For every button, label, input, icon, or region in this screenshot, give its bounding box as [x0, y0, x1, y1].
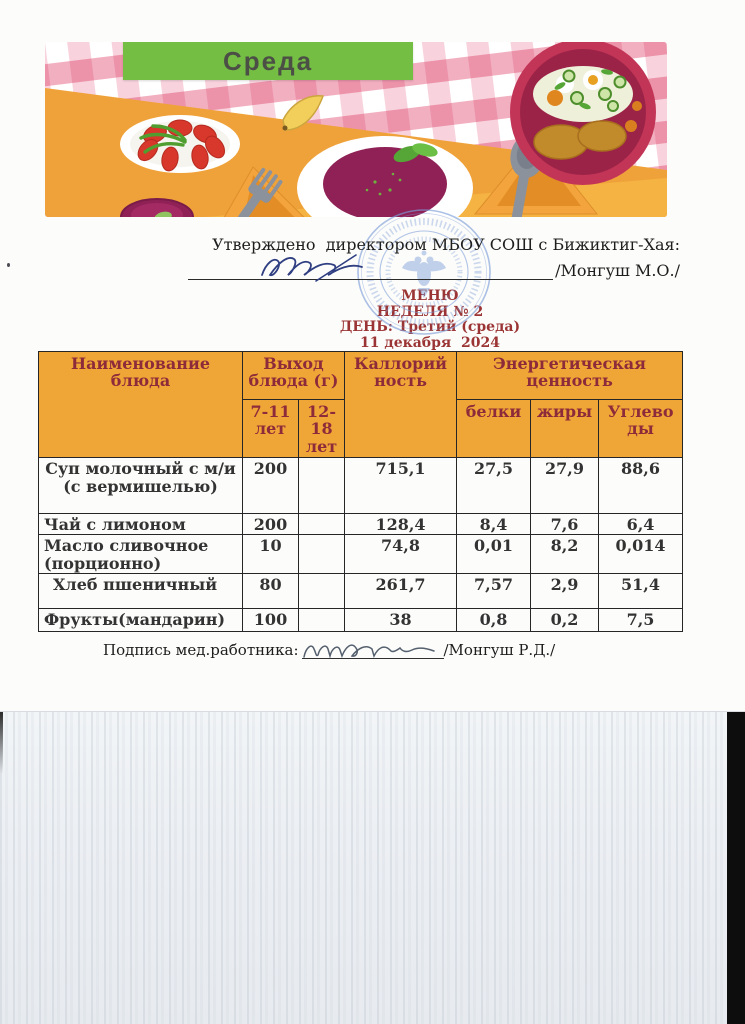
- med-worker-signature: [302, 633, 442, 663]
- salad-plate: [510, 42, 656, 185]
- table-row: [39, 573, 683, 608]
- calories-value: 261,7: [345, 573, 457, 608]
- protein-value: 7,57: [457, 573, 531, 608]
- dish-name: Чай с лимоном: [39, 514, 243, 535]
- col-header-fat: жиры: [531, 400, 599, 458]
- fat-value: 27,9: [531, 458, 599, 514]
- col-header-energy: Энергетическая ценность: [457, 352, 683, 400]
- scan-dot-artifact: [7, 263, 10, 267]
- food-illustration: [45, 42, 667, 217]
- col-header-calories: Каллорий ность: [345, 352, 457, 458]
- output-7-11: 80: [243, 573, 299, 608]
- col-header-dish: Наименование блюда: [39, 352, 243, 458]
- output-7-11: 200: [243, 458, 299, 514]
- med-worker-label: Подпись мед.работника:: [103, 641, 299, 659]
- dish-name: Масло сливочное (порционно): [39, 535, 243, 574]
- calories-value: 74,8: [345, 535, 457, 574]
- table-row: [39, 458, 683, 514]
- menu-table: [38, 351, 683, 632]
- output-12-18: [299, 573, 345, 608]
- output-12-18: [299, 608, 345, 631]
- scanner-edge-artifact: [0, 712, 3, 774]
- signature-line: [188, 259, 553, 280]
- col-header-carbs: Углево ды: [599, 400, 683, 458]
- menu-title: МЕНЮ: [401, 288, 459, 304]
- day-banner-label: Среда: [222, 45, 314, 76]
- dish-name: Фрукты(мандарин): [39, 608, 243, 631]
- output-7-11: 100: [243, 608, 299, 631]
- protein-value: 0,8: [457, 608, 531, 631]
- fat-value: 8,2: [531, 535, 599, 574]
- fat-value: 2,9: [531, 573, 599, 608]
- table-row: [39, 535, 683, 574]
- approval-signature-row: [180, 260, 680, 280]
- med-worker-signature-block: [103, 638, 555, 659]
- date-line: 11 декабря 2024: [360, 334, 500, 351]
- col-header-protein: белки: [457, 400, 531, 458]
- fat-value: 0,2: [531, 608, 599, 631]
- signature-line: [302, 638, 444, 659]
- table-row: [39, 608, 683, 631]
- carbs-value: 0,014: [599, 535, 683, 574]
- col-header-age-7-11: 7-11 лет: [243, 400, 299, 458]
- col-header-age-12-18: 12- 18 лет: [299, 400, 345, 458]
- protein-value: 8,4: [457, 514, 531, 535]
- carbs-value: 7,5: [599, 608, 683, 631]
- col-header-output: Выход блюда (г): [243, 352, 345, 400]
- calories-value: 128,4: [345, 514, 457, 535]
- week-number: НЕДЕЛЯ № 2: [376, 303, 484, 320]
- carbs-value: 51,4: [599, 573, 683, 608]
- approval-text: Утверждено директором МБОУ СОШ с Бижиктиг-Хая:: [212, 235, 680, 254]
- protein-value: 27,5: [457, 458, 531, 514]
- calories-value: 38: [345, 608, 457, 631]
- fat-value: 7,6: [531, 514, 599, 535]
- approval-block: [180, 235, 680, 280]
- director-name: /Монгуш М.О./: [555, 261, 680, 280]
- output-12-18: [299, 535, 345, 574]
- output-12-18: [299, 514, 345, 535]
- dish-name: Суп молочный с м/и (с вермишелью): [39, 458, 243, 514]
- day-line: ДЕНЬ: Третий (среда): [339, 319, 521, 335]
- output-7-11: 10: [243, 535, 299, 574]
- calories-value: 715,1: [345, 458, 457, 514]
- carbs-value: 88,6: [599, 458, 683, 514]
- dish-name: Хлеб пшеничный: [39, 573, 243, 608]
- output-7-11: 200: [243, 514, 299, 535]
- med-worker-name: /Монгуш Р.Д./: [443, 641, 556, 659]
- tomato-plate: [120, 115, 240, 173]
- day-banner: [123, 42, 413, 80]
- carbs-value: 6,4: [599, 514, 683, 535]
- table-row: [39, 514, 683, 535]
- director-signature: [258, 251, 378, 285]
- scanner-background: [0, 711, 745, 1024]
- scanner-black-strip: [727, 712, 745, 1024]
- output-12-18: [299, 458, 345, 514]
- protein-value: 0,01: [457, 535, 531, 574]
